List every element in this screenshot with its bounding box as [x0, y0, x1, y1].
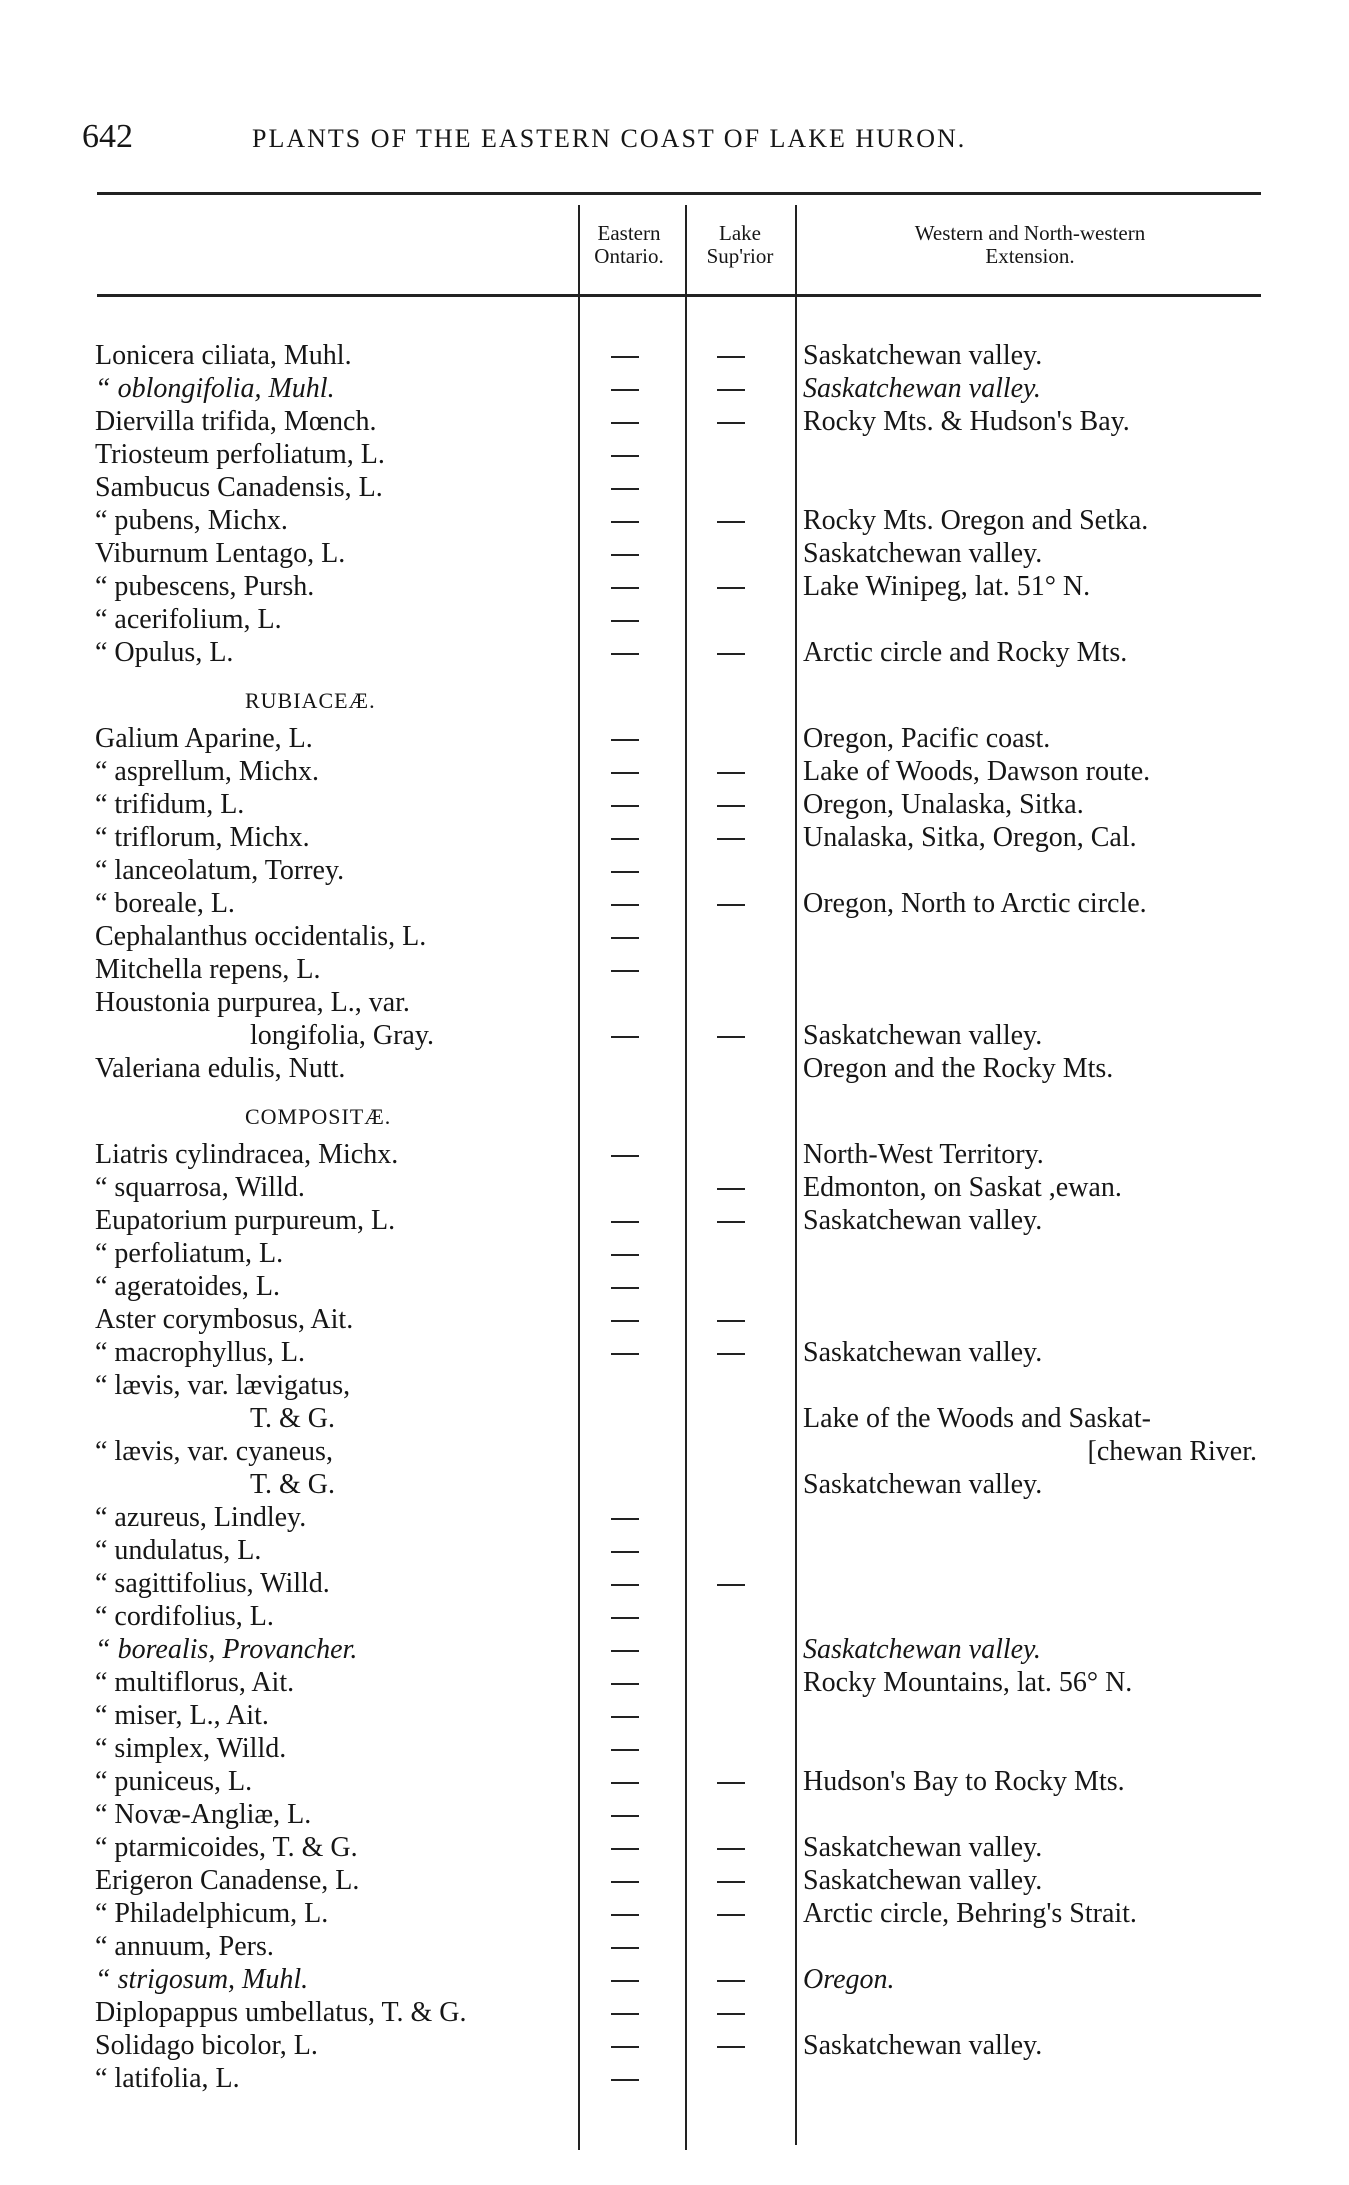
species-name: “ lanceolatum, Torrey. [95, 855, 345, 886]
table-header-rule [97, 294, 1261, 297]
table-row [0, 1271, 1349, 1302]
western-extension-locality: Saskatchewan valley. [803, 1337, 1043, 1368]
eastern-ontario-mark [611, 1815, 639, 1817]
lake-superior-mark [717, 422, 745, 424]
western-extension-locality: Rocky Mountains, lat. 56° N. [803, 1667, 1133, 1698]
table-row [0, 1568, 1349, 1599]
western-extension-locality: Rocky Mts. & Hudson's Bay. [803, 406, 1130, 437]
table-row [0, 1436, 1349, 1467]
species-name: “ strigosum, Muhl. [95, 1964, 309, 1995]
lake-superior-mark [717, 587, 745, 589]
species-name: “ multiflorus, Ait. [95, 1667, 295, 1698]
species-name: “ ptarmicoides, T. & G. [95, 1832, 358, 1863]
lake-superior-mark [717, 2046, 745, 2048]
western-extension-locality: Oregon, Pacific coast. [803, 723, 1051, 754]
lake-superior-mark [717, 1782, 745, 1784]
species-name: “ azureus, Lindley. [95, 1502, 307, 1533]
table-row [0, 1799, 1349, 1830]
eastern-ontario-mark [611, 1584, 639, 1586]
species-name: “ undulatus, L. [95, 1535, 262, 1566]
lake-superior-mark [717, 1353, 745, 1355]
species-name: “ annuum, Pers. [95, 1931, 274, 1962]
eastern-ontario-mark [611, 356, 639, 358]
table-row [0, 340, 1349, 371]
species-name: “ squarrosa, Willd. [95, 1172, 305, 1203]
species-name: T. & G. [250, 1469, 336, 1500]
eastern-ontario-mark [611, 1518, 639, 1520]
table-row [0, 1766, 1349, 1797]
eastern-ontario-mark [611, 1716, 639, 1718]
eastern-ontario-mark [611, 1221, 639, 1223]
eastern-ontario-mark [611, 904, 639, 906]
eastern-ontario-mark [611, 521, 639, 523]
eastern-ontario-mark [611, 1749, 639, 1751]
species-name: “ trifidum, L. [95, 789, 245, 820]
western-extension-locality: Lake of Woods, Dawson route. [803, 756, 1151, 787]
western-extension-locality: Saskatchewan valley. [803, 538, 1043, 569]
eastern-ontario-mark [611, 653, 639, 655]
table-row [0, 1053, 1349, 1084]
eastern-ontario-mark [611, 772, 639, 774]
table-row [0, 1020, 1349, 1051]
eastern-ontario-mark [611, 1353, 639, 1355]
species-name: Diplopappus umbellatus, T. & G. [95, 1997, 467, 2028]
table-row [0, 888, 1349, 919]
page-header [82, 118, 1262, 158]
table-row [0, 505, 1349, 536]
species-name: Liatris cylindracea, Michx. [95, 1139, 399, 1170]
table-row [0, 756, 1349, 787]
table-row [0, 1931, 1349, 1962]
western-extension-locality: Oregon, Unalaska, Sitka. [803, 789, 1084, 820]
eastern-ontario-mark [611, 1881, 639, 1883]
species-name: “ miser, L., Ait. [95, 1700, 269, 1731]
table-row [0, 1238, 1349, 1269]
eastern-ontario-mark [611, 1782, 639, 1784]
species-name: Galium Aparine, L. [95, 723, 313, 754]
table-row [0, 637, 1349, 668]
lake-superior-mark [717, 1980, 745, 1982]
western-extension-locality: Saskatchewan valley. [803, 1832, 1043, 1863]
species-name: Solidago bicolor, L. [95, 2030, 318, 2061]
eastern-ontario-mark [611, 389, 639, 391]
eastern-ontario-mark [611, 1320, 639, 1322]
species-name: “ boreale, L. [95, 888, 235, 919]
table-row [0, 1139, 1349, 1170]
species-name: “ simplex, Willd. [95, 1733, 287, 1764]
western-extension-locality: Saskatchewan valley. [803, 1020, 1043, 1051]
lake-superior-mark [717, 1320, 745, 1322]
western-extension-locality: Lake Winipeg, lat. 51° N. [803, 571, 1091, 602]
eastern-ontario-mark [611, 422, 639, 424]
eastern-ontario-mark [611, 455, 639, 457]
table-row [0, 1370, 1349, 1401]
eastern-ontario-mark [611, 1947, 639, 1949]
eastern-ontario-mark [611, 488, 639, 490]
table-row [0, 1172, 1349, 1203]
western-extension-locality: Saskatchewan valley. [803, 340, 1043, 371]
table-row [0, 406, 1349, 437]
species-name: “ cordifolius, L. [95, 1601, 274, 1632]
column-header-lake-superior: Lake Sup'rior [706, 221, 774, 268]
lake-superior-mark [717, 838, 745, 840]
eastern-ontario-mark [611, 805, 639, 807]
table-row [0, 1700, 1349, 1731]
species-name: Aster corymbosus, Ait. [95, 1304, 354, 1335]
species-name: “ triflorum, Michx. [95, 822, 310, 853]
table-row [0, 921, 1349, 952]
species-name: Sambucus Canadensis, L. [95, 472, 383, 503]
species-name: “ puniceus, L. [95, 1766, 253, 1797]
table-row [0, 822, 1349, 853]
lake-superior-mark [717, 1914, 745, 1916]
table-row [0, 789, 1349, 820]
table-row [0, 954, 1349, 985]
eastern-ontario-mark [611, 1980, 639, 1982]
lake-superior-mark [717, 1881, 745, 1883]
table-row [0, 604, 1349, 635]
eastern-ontario-mark [611, 1848, 639, 1850]
eastern-ontario-mark [611, 1287, 639, 1289]
western-extension-locality: Saskatchewan valley. [803, 1865, 1043, 1896]
western-extension-locality: Arctic circle, Behring's Strait. [803, 1898, 1137, 1929]
eastern-ontario-mark [611, 1036, 639, 1038]
table-row [0, 439, 1349, 470]
table-row [0, 1337, 1349, 1368]
species-name: Houstonia purpurea, L., var. [95, 987, 410, 1018]
western-extension-locality: Saskatchewan valley. [803, 2030, 1043, 2061]
species-name: Lonicera ciliata, Muhl. [95, 340, 352, 371]
table-row [0, 1832, 1349, 1863]
species-name: “ oblongifolia, Muhl. [95, 373, 335, 404]
western-extension-locality: Saskatchewan valley. [803, 1634, 1041, 1665]
lake-superior-mark [717, 1584, 745, 1586]
lake-superior-mark [717, 2013, 745, 2015]
species-name: “ perfoliatum, L. [95, 1238, 284, 1269]
table-row [0, 1997, 1349, 2028]
species-name: “ Opulus, L. [95, 637, 234, 668]
western-extension-locality: Oregon, North to Arctic circle. [803, 888, 1147, 919]
species-name: “ borealis, Provancher. [95, 1634, 358, 1665]
table-row [0, 1667, 1349, 1698]
eastern-ontario-mark [611, 838, 639, 840]
table-row [0, 1964, 1349, 1995]
table-row [0, 1304, 1349, 1335]
western-extension-locality: Unalaska, Sitka, Oregon, Cal. [803, 822, 1137, 853]
species-name: “ lævis, var. lævigatus, [95, 1370, 351, 1401]
species-name: Erigeron Canadense, L. [95, 1865, 360, 1896]
species-name: longifolia, Gray. [250, 1020, 435, 1051]
eastern-ontario-mark [611, 554, 639, 556]
table-row [0, 1469, 1349, 1500]
lake-superior-mark [717, 904, 745, 906]
eastern-ontario-mark [611, 739, 639, 741]
lake-superior-mark [717, 356, 745, 358]
table-row [0, 1865, 1349, 1896]
eastern-ontario-mark [611, 2046, 639, 2048]
species-name: “ sagittifolius, Willd. [95, 1568, 330, 1599]
table-row [0, 2063, 1349, 2094]
table-row [0, 373, 1349, 404]
table-row [0, 538, 1349, 569]
western-extension-locality: Oregon. [803, 1964, 895, 1995]
lake-superior-mark [717, 772, 745, 774]
species-name: Diervilla trifida, Mœnch. [95, 406, 377, 437]
species-name: “ ageratoides, L. [95, 1271, 281, 1302]
lake-superior-mark [717, 1221, 745, 1223]
table-row [0, 1535, 1349, 1566]
table-row [0, 855, 1349, 886]
header-rule [97, 192, 1261, 195]
lake-superior-mark [717, 521, 745, 523]
table-row [0, 1601, 1349, 1632]
eastern-ontario-mark [611, 871, 639, 873]
species-name: “ macrophyllus, L. [95, 1337, 305, 1368]
eastern-ontario-mark [611, 2013, 639, 2015]
table-row [0, 1502, 1349, 1533]
lake-superior-mark [717, 653, 745, 655]
table-row [0, 571, 1349, 602]
eastern-ontario-mark [611, 1914, 639, 1916]
eastern-ontario-mark [611, 2079, 639, 2081]
species-name: Triosteum perfoliatum, L. [95, 439, 385, 470]
species-name: Viburnum Lentago, L. [95, 538, 346, 569]
lake-superior-mark [717, 1036, 745, 1038]
western-extension-locality: North-West Territory. [803, 1139, 1044, 1170]
eastern-ontario-mark [611, 1155, 639, 1157]
western-extension-locality: Saskatchewan valley. [803, 1205, 1043, 1236]
species-name: “ Novæ-Angliæ, L. [95, 1799, 312, 1830]
western-extension-locality: Hudson's Bay to Rocky Mts. [803, 1766, 1125, 1797]
lake-superior-mark [717, 1188, 745, 1190]
table-row [0, 987, 1349, 1018]
column-header-eastern-ontario: Eastern Ontario. [594, 221, 664, 268]
eastern-ontario-mark [611, 1551, 639, 1553]
table-row [0, 472, 1349, 503]
species-name: “ asprellum, Michx. [95, 756, 319, 787]
species-name: T. & G. [250, 1403, 336, 1434]
species-name: “ pubescens, Pursh. [95, 571, 315, 602]
section-heading: RUBIACEÆ. [245, 688, 376, 713]
eastern-ontario-mark [611, 1650, 639, 1652]
species-name: Cephalanthus occidentalis, L. [95, 921, 427, 952]
western-extension-locality: Rocky Mts. Oregon and Setka. [803, 505, 1149, 536]
western-extension-locality: Edmonton, on Saskat ,ewan. [803, 1172, 1122, 1203]
column-header-western-extension: Western and North-western Extension. [914, 221, 1146, 268]
eastern-ontario-mark [611, 1254, 639, 1256]
western-extension-locality: Lake of the Woods and Saskat- [803, 1403, 1151, 1434]
western-extension-locality: Oregon and the Rocky Mts. [803, 1053, 1114, 1084]
species-name: “ acerifolium, L. [95, 604, 282, 635]
page-number: 642 [82, 118, 133, 155]
table-row [0, 1205, 1349, 1236]
eastern-ontario-mark [611, 970, 639, 972]
species-name: Eupatorium purpureum, L. [95, 1205, 396, 1236]
running-title: PLANTS OF THE EASTERN COAST OF LAKE HURON. [252, 124, 967, 153]
eastern-ontario-mark [611, 587, 639, 589]
eastern-ontario-mark [611, 1617, 639, 1619]
western-extension-locality: [chewan River. [1087, 1436, 1257, 1467]
species-name: “ Philadelphicum, L. [95, 1898, 329, 1929]
table-row [0, 1898, 1349, 1929]
eastern-ontario-mark [611, 937, 639, 939]
table-row [0, 1634, 1349, 1665]
lake-superior-mark [717, 389, 745, 391]
species-name: Mitchella repens, L. [95, 954, 321, 985]
lake-superior-mark [717, 805, 745, 807]
table-row [0, 1733, 1349, 1764]
section-heading: COMPOSITÆ. [245, 1104, 392, 1129]
eastern-ontario-mark [611, 620, 639, 622]
table-row [0, 723, 1349, 754]
table-row [0, 1403, 1349, 1434]
western-extension-locality: Saskatchewan valley. [803, 1469, 1043, 1500]
lake-superior-mark [717, 1848, 745, 1850]
species-name: “ latifolia, L. [95, 2063, 240, 2094]
species-name: “ pubens, Michx. [95, 505, 288, 536]
table-row [0, 2030, 1349, 2061]
western-extension-locality: Arctic circle and Rocky Mts. [803, 637, 1128, 668]
western-extension-locality: Saskatchewan valley. [803, 373, 1041, 404]
eastern-ontario-mark [611, 1683, 639, 1685]
species-name: Valeriana edulis, Nutt. [95, 1053, 346, 1084]
species-name: “ lævis, var. cyaneus, [95, 1436, 333, 1467]
